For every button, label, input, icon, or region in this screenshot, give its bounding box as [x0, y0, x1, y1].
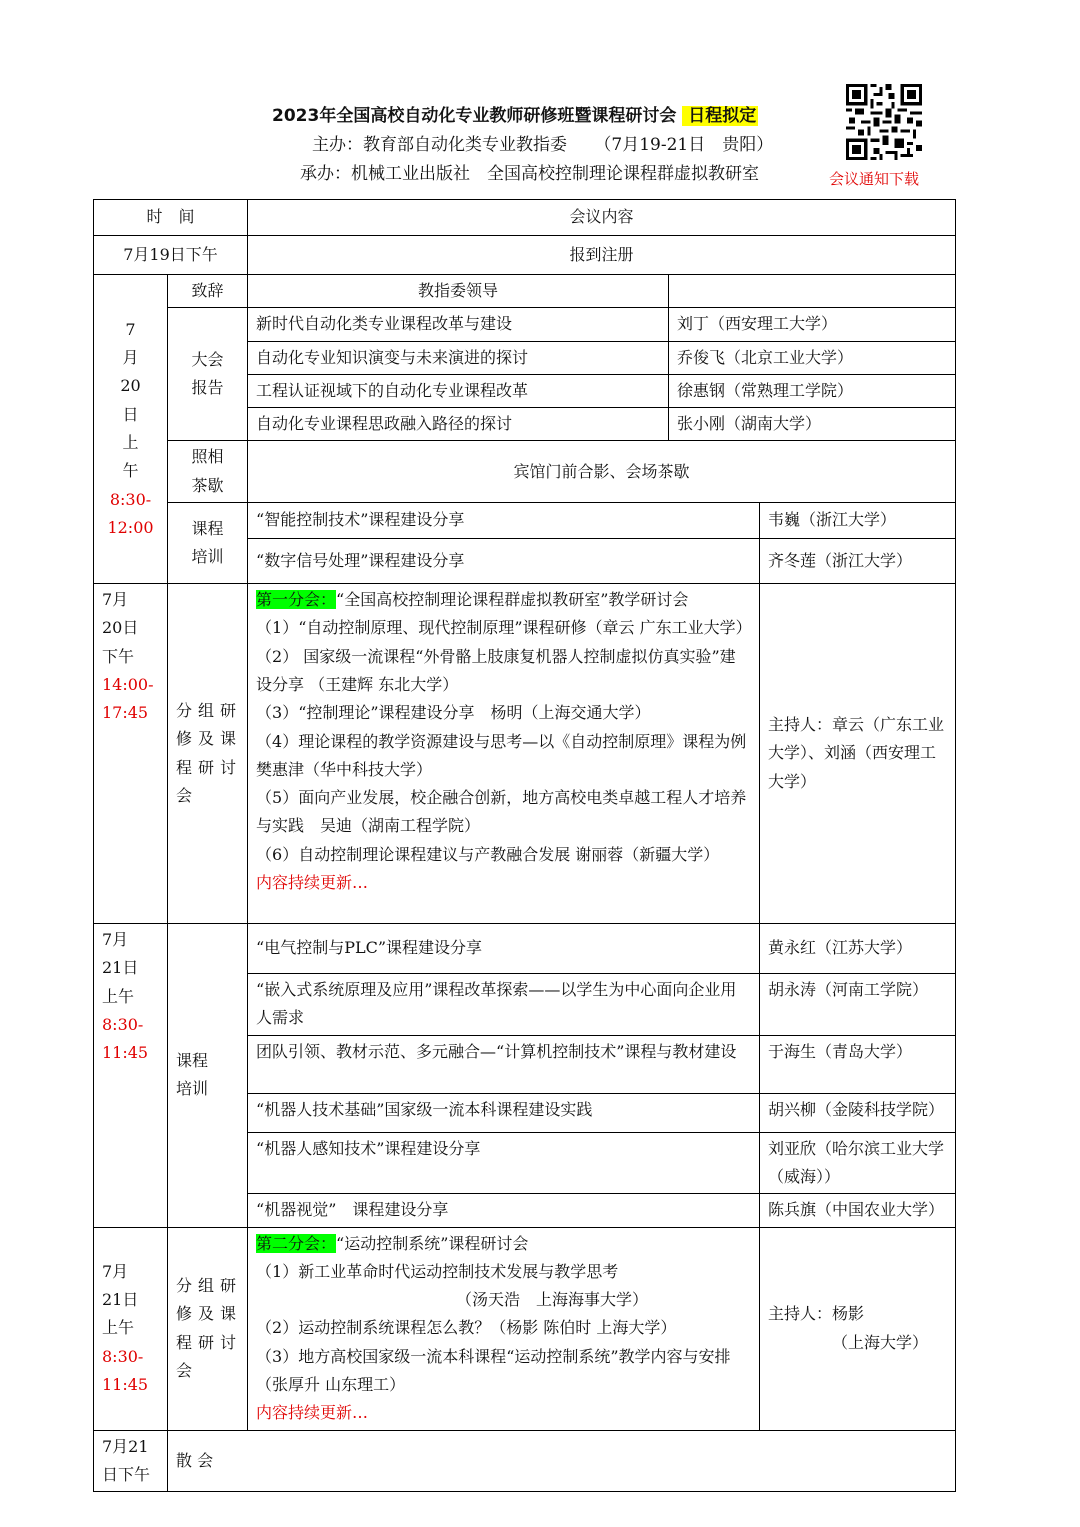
- report-topic: 自动化专业课程思政融入路径的探讨: [248, 408, 669, 441]
- training-row: [94, 503, 956, 539]
- time-line: 17:45: [102, 703, 149, 723]
- host-text: 主持人：杨影: [768, 1304, 865, 1324]
- header-time: 时 间: [94, 200, 248, 236]
- session1-more: 内容持续更新…: [256, 873, 369, 893]
- speech-content: 教指委领导: [248, 275, 669, 308]
- time-line: 11:45: [102, 1375, 149, 1395]
- training-topic: “机器人感知技术”课程建设分享: [248, 1132, 760, 1194]
- session2-item: （1）新工业革命时代运动控制技术发展与教学思考: [256, 1261, 619, 1281]
- date-line: 7月: [102, 1261, 129, 1281]
- day2-training-label: [168, 924, 248, 1227]
- organizer-line: [312, 133, 773, 157]
- organizer: 主办：教育部自动化类专业教指委: [312, 135, 567, 155]
- label-line: 培训: [191, 547, 224, 567]
- training-speaker: 陈兵旗（中国农业大学）: [760, 1194, 956, 1227]
- training-speaker: 胡永涛（河南工学院）: [760, 974, 956, 1036]
- session1-title: 第一分会：: [256, 590, 337, 610]
- session-label: 分组研修及课程研讨会: [176, 1276, 236, 1380]
- session2-content: [248, 1227, 760, 1430]
- training-speaker: 刘亚欣（哈尔滨工业大学（威海））: [760, 1132, 956, 1194]
- photo-label: [168, 441, 248, 503]
- label-line: 大会: [191, 350, 224, 370]
- speaker-text: （汤天浩 上海海事大学）: [456, 1290, 649, 1310]
- report-speaker: 徐惠钢（常熟理工学院）: [669, 374, 956, 407]
- day1-pm-row: [94, 584, 956, 924]
- training-topic: “机器人技术基础”国家级一流本科课程建设实践: [248, 1093, 760, 1132]
- date-line: 7: [125, 319, 136, 339]
- date-line: 7月: [102, 590, 129, 610]
- date-line: 上午: [102, 986, 135, 1006]
- session2-item: （3）地方高校国家级一流本科课程“运动控制系统”教学内容与安排（张厚升 山东理工）: [256, 1346, 731, 1395]
- session1-heading: [256, 586, 751, 614]
- closing-row: [94, 1430, 956, 1492]
- report-speaker: 刘丁（西安理工大学）: [669, 308, 956, 341]
- registration-row: [94, 236, 956, 275]
- closing-time: 7月21日下午: [94, 1430, 168, 1492]
- time-line: 8:30-: [109, 489, 152, 509]
- report-speaker: 乔俊飞（北京工业大学）: [669, 341, 956, 374]
- qr-code[interactable]: [846, 84, 922, 160]
- session1-item: （6）自动控制理论课程建议与产教融合发展 谢丽蓉（新疆大学）: [256, 844, 720, 864]
- day2-session-time: [94, 1227, 168, 1430]
- session1-item: （3）“控制理论”课程建设分享 杨明（上海交通大学）: [256, 703, 651, 723]
- title-text: 2023年全国高校自动化专业教师研修班暨课程研讨会: [272, 106, 677, 126]
- speech-row: [94, 275, 956, 308]
- registration-content: 报到注册: [248, 236, 956, 275]
- date-line: 20日: [102, 618, 139, 638]
- day2-session-row: [94, 1227, 956, 1430]
- session2-item-speaker: [256, 1286, 751, 1314]
- session2-more: 内容持续更新…: [256, 1403, 369, 1423]
- label-line: 照相: [191, 447, 224, 467]
- day2-training-time: [94, 924, 168, 1227]
- session2-name: “运动控制系统”课程研讨会: [336, 1233, 529, 1253]
- session2-item: （2）运动控制系统课程怎么教？（杨影 陈伯时 上海大学）: [256, 1318, 677, 1338]
- report-speaker: 张小刚（湖南大学）: [669, 408, 956, 441]
- training-topic: “嵌入式系统原理及应用”课程改革探索——以学生为中心面向企业用人需求: [248, 974, 760, 1036]
- label-line: 茶歇: [191, 475, 224, 495]
- day1-pm-label: [168, 584, 248, 924]
- header-content: 会议内容: [248, 200, 956, 236]
- training-topic: “电气控制与PLC”课程建设分享: [248, 924, 760, 974]
- label-line: 课程: [176, 1051, 209, 1071]
- session1-content: [248, 584, 768, 924]
- session1-item: （2） 国家级一流课程“外骨骼上肢康复机器人控制虚拟仿真实验”建设分享 （王建辉 东北大学）: [256, 646, 736, 694]
- session-label: 分组研修及课程研讨会: [176, 700, 236, 805]
- schedule-table: [93, 199, 956, 1492]
- photo-row: [94, 441, 956, 503]
- training-speaker: 黄永红（江苏大学）: [760, 924, 956, 974]
- session2-heading: [256, 1230, 751, 1258]
- closing-content: 散 会: [168, 1430, 956, 1492]
- session1-host: 主持人：章云（广东工业大学）、刘涵（西安理工大学）: [760, 584, 956, 924]
- date-line: 上: [122, 433, 139, 453]
- qr-caption: 会议通知下载: [829, 170, 920, 188]
- title-tag: 日程拟定: [688, 106, 757, 126]
- report-topic: 工程认证视域下的自动化专业课程改革: [248, 374, 669, 407]
- session1-name: “全国高校控制理论课程群虚拟教研室”教学研讨会: [336, 590, 689, 610]
- time-line: 14:00-: [102, 674, 154, 694]
- session2-host: [760, 1227, 956, 1430]
- training-topic: “智能控制技术”课程建设分享: [248, 503, 760, 539]
- training-speaker: 齐冬莲（浙江大学）: [760, 539, 956, 584]
- speech-label: 致辞: [168, 275, 248, 308]
- time-line: 8:30-: [102, 1014, 144, 1034]
- label-line: 培训: [176, 1079, 209, 1099]
- training-topic: “机器视觉” 课程建设分享: [248, 1194, 760, 1227]
- date-line: 7月: [102, 930, 129, 950]
- day1-pm-time: [94, 584, 168, 924]
- document-title: [272, 104, 758, 128]
- training-topic: “数字信号处理”课程建设分享: [248, 539, 760, 584]
- report-row: [94, 308, 956, 341]
- date-line: 21日: [102, 1290, 139, 1310]
- speech-speaker: [669, 275, 956, 308]
- date-line: 午: [122, 461, 139, 481]
- session1-item: （1）“自动控制原理、现代控制原理”课程研修（章云 广东工业大学）: [256, 618, 752, 638]
- time-line: 11:45: [102, 1043, 149, 1063]
- label-line: 课程: [191, 518, 224, 538]
- photo-content: 宾馆门前合影、会场茶歇: [248, 441, 956, 503]
- report-label: [168, 308, 248, 441]
- day2-session-label: [168, 1227, 248, 1430]
- date-line: 21日: [102, 958, 139, 978]
- session1-item: （5）面向产业发展，校企融合创新，地方高校电类卓越工程人才培养与实践 吴迪（湖南工程学院）: [256, 788, 747, 836]
- date-line: 月: [122, 348, 139, 368]
- day2-training-row: [94, 924, 956, 974]
- time-line: 12:00: [107, 517, 154, 537]
- session2-title: 第二分会：: [256, 1233, 337, 1253]
- co-organizer: 承办：机械工业出版社 全国高校控制理论课程群虚拟教研室: [300, 164, 759, 184]
- date-line: 日: [122, 404, 139, 424]
- report-topic: 自动化专业知识演变与未来演进的探讨: [248, 341, 669, 374]
- training-speaker: 胡兴柳（金陵科技学院）: [760, 1093, 956, 1132]
- date-line: 20: [120, 376, 141, 396]
- day1-am-time: [94, 275, 168, 584]
- table-header-row: [94, 200, 956, 236]
- report-topic: 新时代自动化类专业课程改革与建设: [248, 308, 669, 341]
- host-org: （上海大学）: [832, 1332, 929, 1352]
- training-topic: 团队引领、教材示范、多元融合—“计算机控制技术”课程与教材建设: [248, 1035, 760, 1093]
- session1-item: （4）理论课程的教学资源建设与思考—以《自动控制原理》课程为例 樊惠津（华中科技大学）: [256, 731, 768, 779]
- label-line: 报告: [191, 378, 224, 398]
- date-line: 上午: [102, 1318, 135, 1338]
- date-line: 下午: [102, 646, 135, 666]
- registration-time: 7月19日下午: [94, 236, 248, 275]
- date-place: （7月19-21日 贵阳）: [594, 135, 774, 155]
- training-label: [168, 503, 248, 584]
- training-speaker: 韦巍（浙江大学）: [760, 503, 956, 539]
- time-line: 8:30-: [102, 1346, 144, 1366]
- training-speaker: 于海生（青岛大学）: [760, 1035, 956, 1093]
